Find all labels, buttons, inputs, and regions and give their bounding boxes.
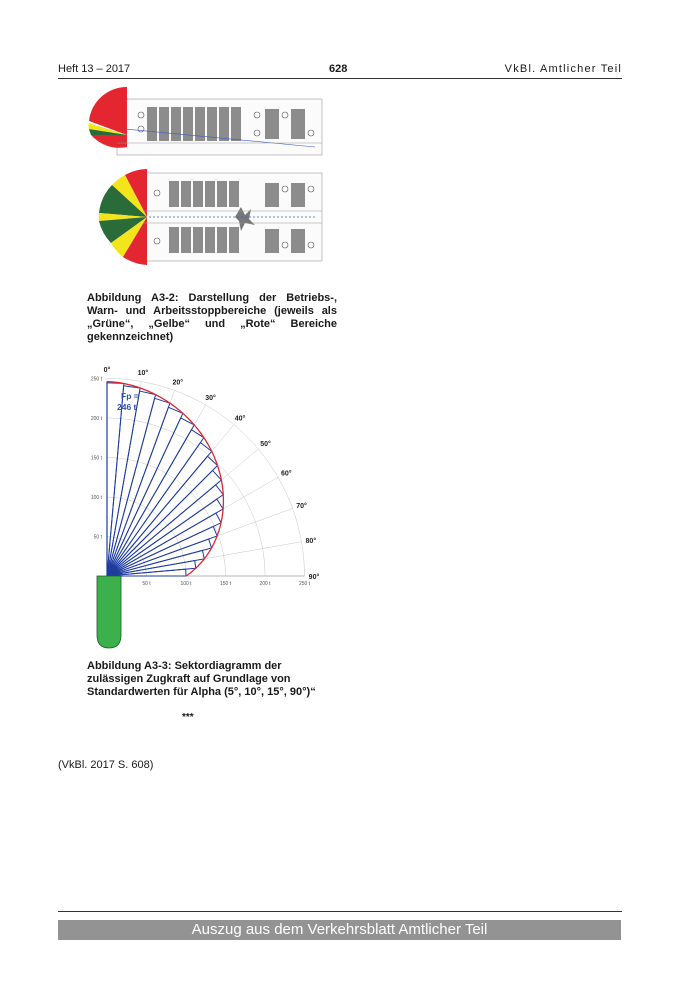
fp-label: Fp = — [121, 391, 139, 401]
reference-note: (VkBl. 2017 S. 608) — [58, 759, 154, 771]
header-issue: Heft 13 – 2017 — [58, 63, 131, 75]
x-tick-label: 150 t — [219, 581, 232, 587]
y-tick-label: 250 t — [90, 376, 102, 383]
zone-plan-top — [89, 87, 323, 155]
x-tick-label: 200 t — [259, 581, 271, 587]
sector-wedge — [107, 513, 221, 576]
angle-label: 40° — [234, 415, 246, 423]
vessel-outline — [97, 576, 121, 648]
x-tick-label: 250 t — [298, 581, 311, 587]
angle-label: 90° — [308, 574, 320, 581]
footer-banner: Auszug aus dem Verkehrsblatt Amtlicher Teil — [58, 920, 621, 940]
fp-value: 246 t — [117, 402, 137, 412]
angle-label: 20° — [172, 379, 184, 387]
y-tick-label: 50 t — [93, 534, 102, 541]
sector-diagram — [80, 365, 330, 655]
angle-label: 30° — [205, 394, 216, 402]
sector-wedge — [107, 456, 218, 576]
angle-label: 10° — [137, 370, 149, 378]
header-page-number: 628 — [329, 63, 348, 75]
angle-label: 70° — [296, 503, 307, 511]
zone-plan-figure — [85, 85, 330, 265]
y-tick-label: 150 t — [90, 455, 102, 462]
x-axis-ticks — [142, 581, 310, 587]
angle-label: 80° — [305, 538, 317, 546]
header-journal: VkBl. Amtlicher Teil — [504, 63, 622, 75]
figure-a3-3-caption: Abbildung A3-3: Sektordiagramm der zulässigen Zugkraft auf Grundlage von Standardwerten für Alpha (5°, 10°, 15°, 90°)“ — [87, 660, 316, 698]
angle-label: 60° — [280, 470, 292, 478]
x-tick-label: 50 t — [142, 581, 151, 587]
zone-plan-bottom — [99, 169, 322, 265]
y-tick-label: 100 t — [90, 495, 102, 501]
section-separator: *** — [182, 712, 194, 723]
footer-rule — [58, 911, 622, 912]
y-axis-ticks — [91, 377, 103, 541]
sector-wedge — [107, 418, 194, 576]
header-rule — [58, 78, 622, 79]
angle-label: 50° — [260, 440, 271, 448]
angle-label: 0° — [103, 367, 111, 375]
figure-a3-2-caption: Abbildung A3-2: Darstellung der Betriebs-, Warn- und Arbeitsstoppbereiche (jeweils als „Grüne“, „Gelbe“ und „Rote“ Bereiche gekennzeichnet) — [87, 292, 337, 343]
y-tick-label: 200 t — [90, 416, 102, 422]
x-tick-label: 100 t — [180, 581, 192, 587]
